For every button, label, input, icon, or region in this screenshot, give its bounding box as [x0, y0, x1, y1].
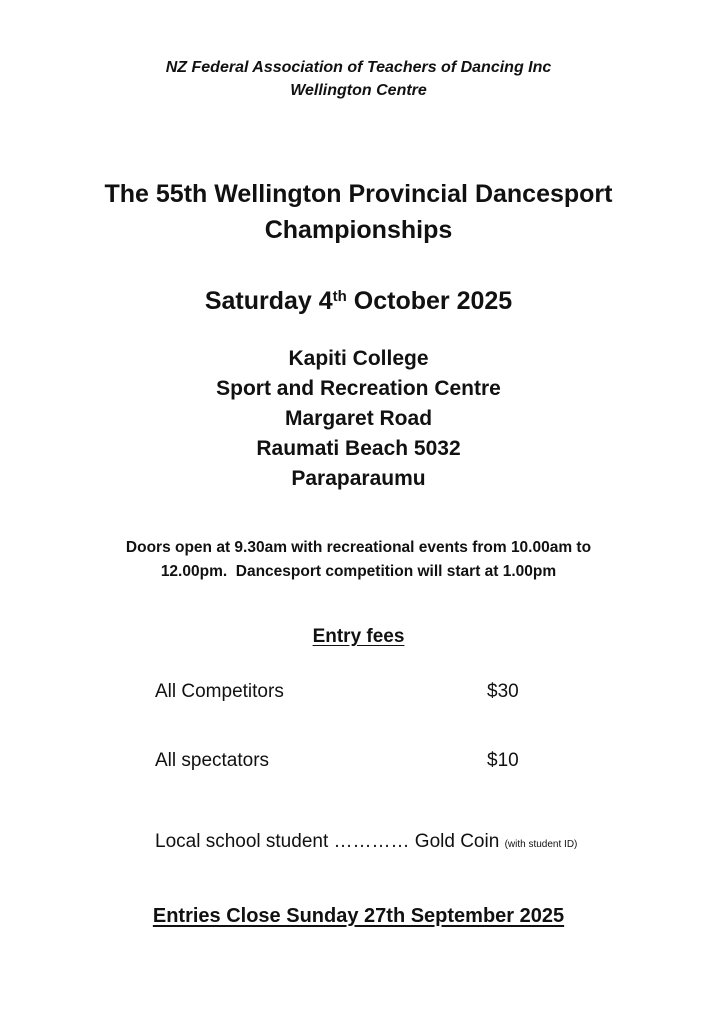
schedule-line1: Doors open at 9.30am with recreational events from 10.00am to	[125, 539, 592, 556]
organisation-header	[0, 56, 717, 102]
entry-fees-heading-text: Entry fees	[312, 626, 405, 647]
event-date-day: Saturday 4	[204, 287, 333, 315]
event-title-line2: Championships	[264, 216, 453, 244]
organisation-name: NZ Federal Association of Teachers of Dancing Inc	[165, 59, 552, 76]
fee-amount: $30	[487, 681, 519, 702]
event-date-rest: October 2025	[346, 287, 513, 315]
venue-address	[0, 344, 717, 494]
event-date-suffix: th	[332, 288, 347, 305]
local-student-note: (with student ID)	[504, 839, 578, 850]
event-title-line1: The 55th Wellington Provincial Dancesport	[104, 180, 613, 208]
event-title	[0, 176, 717, 248]
fee-label: All spectators	[155, 750, 270, 771]
event-date	[0, 283, 717, 319]
venue-line: Kapiti College	[288, 347, 429, 370]
entries-close-text: Entries Close Sunday 27th September 2025	[152, 905, 565, 927]
organisation-centre: Wellington Centre	[290, 82, 427, 99]
venue-line: Margaret Road	[284, 407, 433, 430]
fee-amount: $10	[487, 750, 519, 771]
local-student-label: Local school student ………… Gold Coin	[155, 831, 500, 852]
entry-fees-heading	[0, 624, 717, 650]
venue-line: Raumati Beach 5032	[256, 437, 461, 460]
venue-line: Sport and Recreation Centre	[216, 377, 501, 400]
schedule-info	[0, 536, 717, 584]
schedule-line2: 12.00pm. Dancesport competition will start at 1.00pm	[160, 563, 557, 580]
entries-close-notice	[0, 902, 717, 930]
venue-line: Paraparaumu	[291, 467, 426, 490]
fee-label: All Competitors	[155, 681, 284, 702]
fee-row-local-student	[155, 829, 577, 858]
